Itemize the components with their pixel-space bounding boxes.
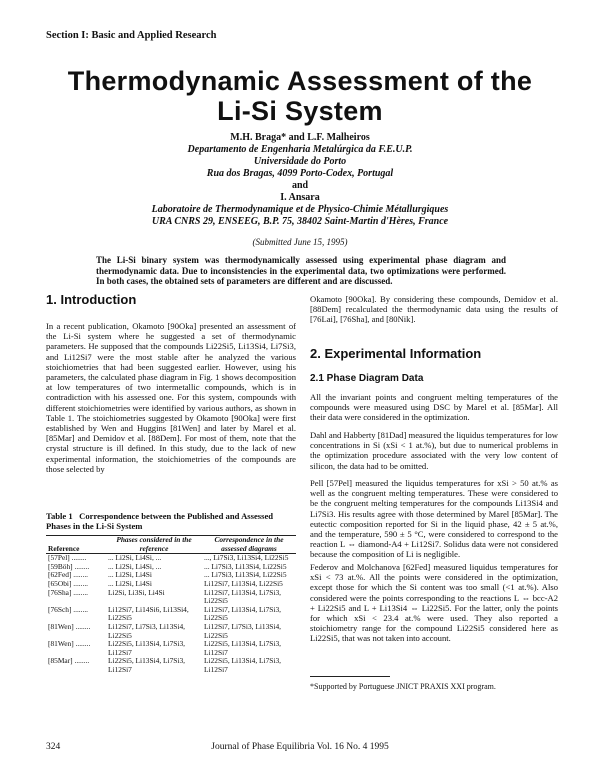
exp-paragraph-1: All the invariant points and congruent melting temperatures of the compounds were measured using DSC by Marel et al. [85Mar]. All their data were considered in the optimization. [310,392,558,423]
heading-experimental: 2. Experimental Information [310,346,482,361]
table-body [46,536,296,675]
table-cell: Li12Si7, Li7Si3, Li13Si4, Li22Si5 [204,621,281,640]
paper-title-line2: Li-Si System [217,96,383,126]
exp-paragraph-3: Pell [57Pel] measured the liquidus temperatures for xSi > 50 at.% as well as the congruent melting temperatures. These were considered to be the congruent melting temperatures for the compounds Li13Si4 and Li7Si3. His results agree with those determined by Marel [85Mar]. The eutectic composition reported for Si in the liquid phase, 42 ± 5 at.%, and the temperature, 590 ± 5 °C, were considered to correspond to the reaction L ⇔ diamond-A4 + Li12Si7. Solidus data were not considered because the composition of Li is negligible. [310,478,558,560]
table-cell: ... Li2Si, Li4Si, ... [108,553,162,563]
table-cell: ... Li2Si, Li4Si, ... [108,561,162,571]
table-cell: Li22Si5, Li13Si4, Li7Si3, Li12Si7 [108,656,185,674]
table-cell: Li12Si7, Li13Si4, Li7Si3, Li22Si5 [204,604,281,623]
exp-paragraph-4: Federov and Molchanova [62Fed] measured liquidus temperatures for xSi < 73 at.%. All the points were considered in the optimization, except those for which the Si content was too small (<1 at.%). Also considered were the points corresponding to the reactions L ⇔ bcc-A2 + Li22Si5 and L + Li13Si4 ⇔ Li22Si5. For the latter, only the points for which xSi < 23.4 at.% were used. They also reported a stoichiometry range for the compound Li22Si5 considered here as Li22Si5, that was not taken into account. [310,562,558,644]
table-header-assessed: Correspondence in the assessed diagrams [214,535,284,553]
table-cell: ..., Li7Si3, Li13Si4, Li22Si5 [204,553,289,563]
table-cell: [76Sha] ........ [48,587,89,597]
table-1 [46,535,296,675]
table-cell: Li12Si7, Li13Si4, Li22Si5 [204,578,283,588]
abstract: The Li-Si binary system was thermodynamically assessed using experimental phase diagram and thermodynamic data. Due to inconsistencies in the experimental data, two optimizations were performed. In both cases, the obtained sets of parameters are different and are discussed. [96,255,506,286]
author-lab-address: URA CNRS 29, ENSEEG, B.P. 75, 38402 Saint-Martin d'Hères, France [151,216,449,227]
table-row [46,606,296,623]
table-row [46,589,296,606]
table-row [46,640,296,657]
author-address: Rua dos Bragas, 4099 Porto-Codex, Portugal [206,168,394,179]
table-caption [46,511,296,531]
table-cell: [62Fed] ........ [48,570,89,580]
table-cell: Li22Si5, Li13Si4, Li7Si3, Li12Si7 [108,639,185,657]
section-header: Section I: Basic and Applied Research [46,30,217,41]
author-department: Departamento de Engenharia Metalúrgica da F.E.U.P. [187,144,413,155]
table-cell: Li22Si5, Li13Si4, Li7Si3, Li12Si7 [204,656,281,674]
intro-paragraph: In a recent publication, Okamoto [90Oka] presented an assessment of the Li-Si system where he suggested a set of thermodynamic parameters. He supposed that the compounds Li22Si5, Li13Si4, Li7Si3, and Li12Si7 were the most stable after he analyzed the various stoichiometries that had been suggested earlier. However, using his parameters, the calculated phase diagram in Fig. 1 shows decomposition at low temperatures of two intermetallic compounds, which is in contradiction with his assessed one. For this system, compounds with different stoichiometries were identified by various authors, as shown in Table 1. The stoichiometries suggested by Okamoto [90Oka] were first established by Wen and Huggins [81Wen] and later by Marel et al. [85Mar] and Demidov et al. [88Dem]. For most of them, note that the crystal structure is ill defined. In this study, due to the lack of new experimental information, the stoichiometries of the compounds are those selected by [46,321,296,474]
table-cell: [59Böh] ........ [48,561,90,571]
exp-paragraph-2: Dahl and Habberty [81Dad] measured the liquidus temperatures for low concentrations in Si (xSi < 1 at.%), but due to numerical problems in the optimization procedure associated with the very low content of silicon, the data had to be omitted. [310,430,558,471]
table-header-reference: Reference [48,543,80,553]
footnote: *Supported by Portuguese JNICT PRAXIS XXI program. [310,682,496,691]
author-lab: Laboratoire de Thermodynamique et de Physico-Chimie Métallurgiques [151,204,449,215]
table-caption-label: Table 1 [46,511,73,521]
author-names: M.H. Braga* and L.F. Malheiros [230,132,370,143]
table-cell: ... Li2Si, Li4Si [108,578,152,588]
table-cell: Li22Si5, Li13Si4, Li7Si3, Li12Si7 [204,639,281,657]
table-cell: [65Obi] ........ [48,578,89,588]
table-cell: [81Wen] ........ [48,621,91,631]
table-cell: ... Li7Si3, Li13Si4, Li22Si5 [204,570,287,580]
table-cell: ... Li2Si, Li4Si [108,570,152,580]
table-cell: Li12Si7, Li7Si3, Li13Si4, Li22Si5 [108,621,185,640]
table-cell: [85Mar] ........ [48,656,90,666]
table-cell: [57Pel] ........ [48,553,87,563]
table-cell: Li12Si7, Li14Si6, Li13Si4, Li22Si5 [108,604,189,623]
table-caption-text: Correspondence between the Published and Assessed Phases in the Li-Si System [46,511,274,531]
col2-paragraph: Okamoto [90Oka]. By considering these compounds, Demidov et al. [88Dem] recalculated the thermodynamic data using the results of [76Lai], [76Sha], and [80Nik]. [310,294,558,325]
journal-footer: Journal of Phase Equilibria Vol. 16 No. 4 1995 [211,742,389,752]
author-name-2: I. Ansara [280,192,320,203]
author-university: Universidade do Porto [253,156,347,167]
page-number: 324 [46,742,61,752]
table-cell: Li2Si, Li3Si, Li4Si [108,587,165,597]
table-cell: [76Sch] ........ [48,604,89,614]
paper-title-line1: Thermodynamic Assessment of the [67,66,533,96]
submitted-date: (Submitted June 15, 1995) [252,237,348,247]
table-header-phases: Phases considered in the reference [116,535,192,553]
footnote-rule [310,676,390,677]
table-cell: Li12Si7, Li13Si4, Li7Si3, Li22Si5 [204,587,281,606]
heading-introduction: 1. Introduction [46,292,137,307]
table-row [46,657,296,674]
heading-phase-diagram: 2.1 Phase Diagram Data [310,373,424,384]
table-cell: ... Li7Si3, Li13Si4, Li22Si5 [204,561,287,571]
table-row [46,623,296,640]
author-and: and [291,180,309,191]
table-cell: [81Wen] ........ [48,639,91,649]
